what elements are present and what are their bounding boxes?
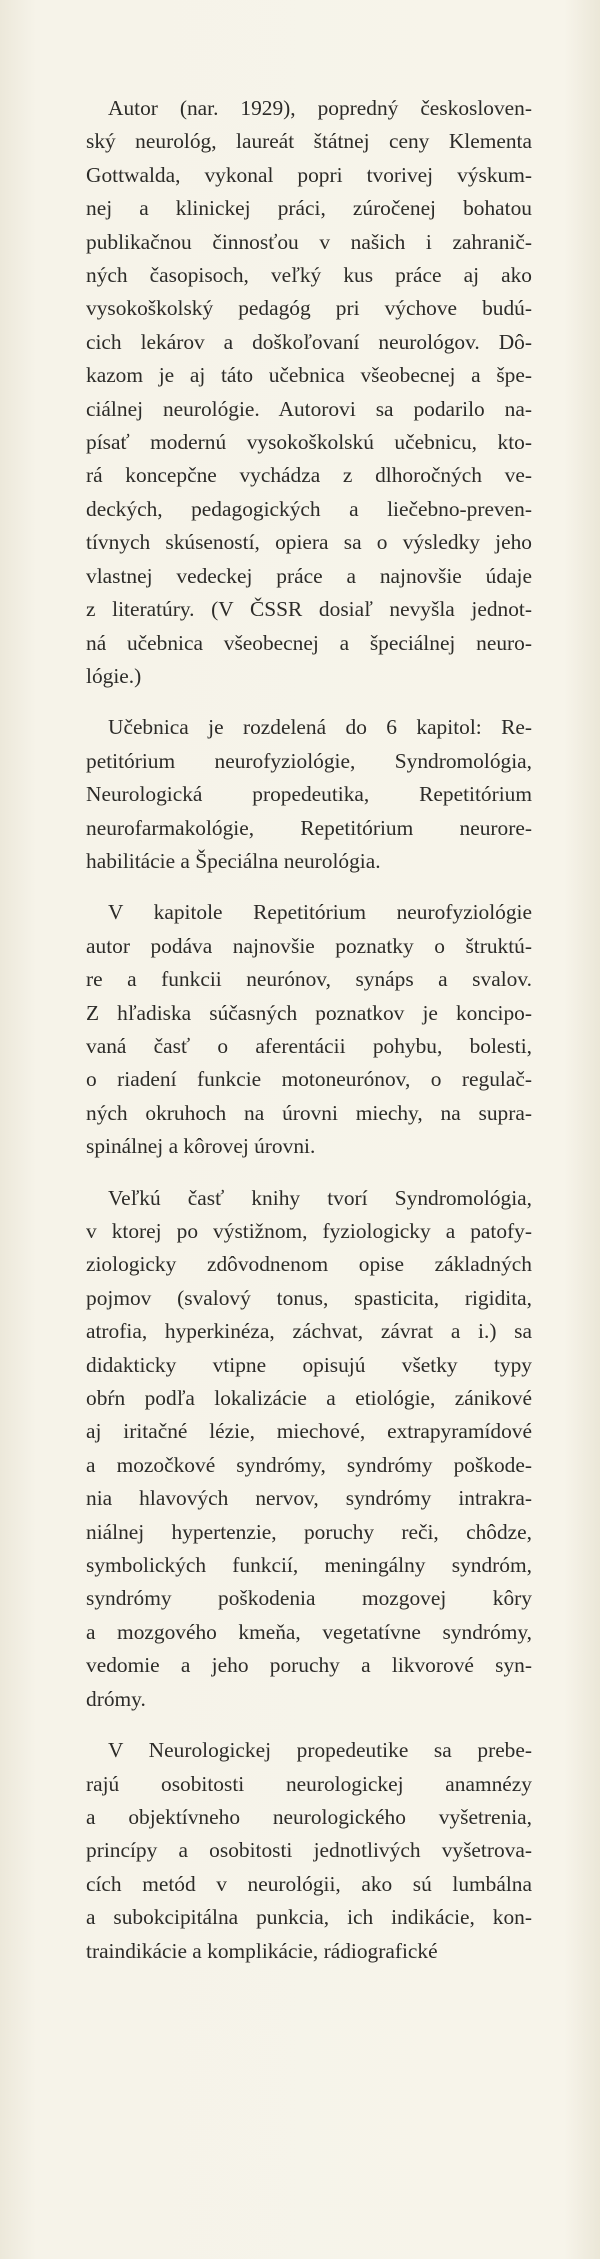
text-line: pojmov (svalový tonus, spasticita, rigidita, [86, 1285, 532, 1310]
text-line: cich lekárov a doškoľovaní neurológov. Dô- [86, 329, 532, 354]
text-line: petitórium neurofyziológie, Syndromológia, [86, 748, 532, 773]
text-line: symbolických funkcií, meningálny syndróm, [86, 1553, 532, 1578]
text-line: niálnej hypertenzie, poruchy reči, chôdze, [86, 1519, 532, 1544]
text-line: atrofia, hyperkinéza, záchvat, závrat a i.) sa [86, 1319, 532, 1344]
text-line: Autor (nar. 1929), popredný českosloven- [108, 96, 532, 120]
text-line: ných časopisoch, veľký kus práce aj ako [86, 263, 532, 288]
text-line: ná učebnica všeobecnej a špeciálnej neuro- [86, 630, 532, 655]
text-line: Z hľadiska súčasných poznatkov je koncipo- [86, 1000, 532, 1025]
text-line: publikačnou činnosťou v našich i zahranič- [86, 229, 532, 254]
text-line: kazom je aj táto učebnica všeobecnej a špe- [86, 363, 532, 388]
paragraph-author [86, 92, 532, 693]
text-line: vysokoškolský pedagóg pri výchove budú- [86, 296, 532, 321]
text-line: drómy. [86, 1686, 146, 1711]
text-line: aj iritačné lézie, miechové, extrapyramídové [86, 1419, 532, 1444]
text-line: Učebnica je rozdelená do 6 kapitol: Re- [108, 715, 532, 740]
text-line: spinálnej a kôrovej úrovni. [86, 1134, 316, 1159]
text-line: z literatúry. (V ČSSR dosiaľ nevyšla jednot- [86, 597, 532, 622]
text-line: V Neurologickej propedeutike sa prebe- [108, 1738, 532, 1763]
text-line: nia hlavových nervov, syndrómy intrakra- [86, 1486, 532, 1511]
text-line: ciálnej neurológie. Autorovi sa podarilo na- [86, 396, 532, 421]
text-line: traindikácie a komplikácie, rádiografické [86, 1938, 438, 1963]
text-line: a mozgového kmeňa, vegetatívne syndrómy, [86, 1619, 532, 1644]
text-line: o riadení funkcie motoneurónov, o regulač- [86, 1067, 532, 1092]
text-line: obŕn podľa lokalizácie a etiológie, zánikové [86, 1386, 532, 1411]
text-line: re a funkcii neurónov, synáps a svalov. [86, 967, 532, 992]
text-line: habilitácie a Špeciálna neurológia. [86, 848, 381, 873]
text-line: syndrómy poškodenia mozgovej kôry [86, 1586, 532, 1611]
text-line: písať modernú vysokoškolskú učebnicu, kto- [86, 430, 532, 455]
text-line: nej a klinickej práci, zúročenej bohatou [86, 196, 532, 221]
text-line: V kapitole Repetitórium neurofyziológie [108, 900, 532, 925]
text-line: didakticky vtipne opisujú všetky typy [86, 1352, 532, 1377]
paragraph-syndromology [86, 1182, 532, 1717]
text-line: vedomie a jeho poruchy a likvorové syn- [86, 1653, 532, 1678]
text-line: cích metód v neurológii, ako sú lumbálna [86, 1871, 532, 1896]
text-line: ský neurológ, laureát štátnej ceny Klementa [86, 129, 532, 154]
text-line: neurofarmakológie, Repetitórium neurore- [86, 815, 532, 840]
paragraph-chapters [86, 711, 532, 878]
text-line: lógie.) [86, 663, 142, 688]
text-line: Veľkú časť knihy tvorí Syndromológia, [108, 1185, 532, 1210]
blurb-text [86, 92, 532, 1968]
paragraph-neurophysiology [86, 896, 532, 1163]
text-line: a objektívneho neurologického vyšetrenia, [86, 1804, 532, 1829]
text-line: rá koncepčne vychádza z dlhoročných ve- [86, 463, 532, 488]
text-line: v ktorej po výstižnom, fyziologicky a patofy- [86, 1219, 532, 1243]
text-line: tívnych skúseností, opiera sa o výsledky jeho [86, 530, 532, 555]
text-line: Gottwalda, vykonal popri tvorivej výskum- [86, 162, 532, 187]
text-line: Neurologická propedeutika, Repetitórium [86, 782, 532, 807]
text-line: deckých, pedagogických a liečebno-preven- [86, 496, 532, 521]
text-line: ných okruhoch na úrovni miechy, na supra- [86, 1100, 532, 1125]
text-line: rajú osobitosti neurologickej anamnézy [86, 1771, 532, 1796]
text-line: autor podáva najnovšie poznatky o štruktú- [86, 933, 532, 958]
text-line: vlastnej vedeckej práce a najnovšie údaje [86, 563, 532, 588]
text-line: ziologicky zdôvodnenom opise základných [86, 1252, 532, 1277]
text-line: a mozočkové syndrómy, syndrómy poškode- [86, 1452, 532, 1477]
paragraph-propedeutics [86, 1734, 532, 1968]
text-line: vaná časť o aferentácii pohybu, bolesti, [86, 1033, 532, 1058]
text-line: princípy a osobitosti jednotlivých vyšetrova- [86, 1838, 532, 1863]
text-line: a subokcipitálna punkcia, ich indikácie, kon- [86, 1905, 532, 1930]
